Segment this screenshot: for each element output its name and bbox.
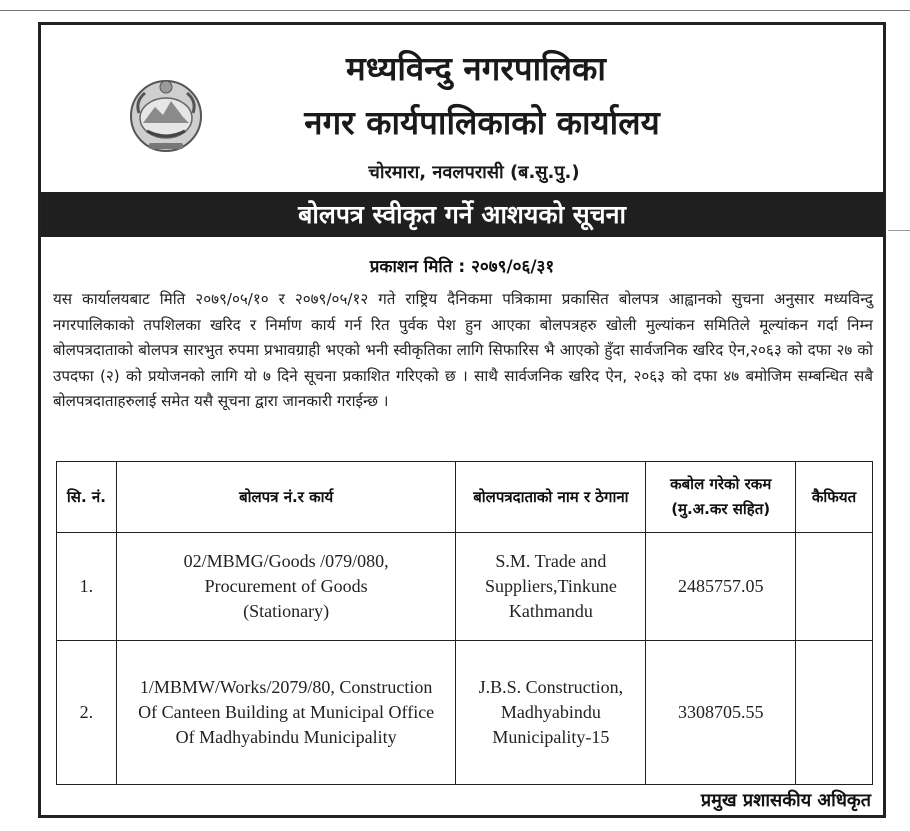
cell-remarks bbox=[796, 641, 873, 785]
cell-bidder: S.M. Trade and Suppliers,Tinkune Kathmandu bbox=[456, 533, 646, 641]
cell-bidder: J.B.S. Construction, Madhyabindu Municipality-15 bbox=[456, 641, 646, 785]
table-row bbox=[57, 533, 873, 641]
table-header-row bbox=[57, 462, 873, 533]
cell-amount: 3308705.55 bbox=[646, 641, 796, 785]
cell-work: 1/MBMW/Works/2079/80, Construction Of Canteen Building at Municipal Office Of Madhyabindu Municipality bbox=[116, 641, 456, 785]
signature-title: प्रमुख प्रशासकीय अधिकृत bbox=[700, 790, 871, 811]
col-header-sn: सि. नं. bbox=[57, 462, 117, 533]
side-rule bbox=[888, 230, 910, 231]
col-header-work: बोलपत्र नं.र कार्य bbox=[116, 462, 456, 533]
publication-date: प्रकाशन मिति : २०७९/०६/३१ bbox=[369, 257, 555, 277]
col-header-remarks: कैफियत bbox=[796, 462, 873, 533]
notice-frame bbox=[38, 22, 886, 818]
col-header-bidder: बोलपत्रदाताको नाम र ठेगाना bbox=[456, 462, 646, 533]
notice-body: यस कार्यालयबाट मिति २०७९/०५/१० र २०७९/०५/१२ गते राष्ट्रिय दैनिकमा पत्रिकामा प्रकासित बोलपत्र आह्वानको सुचना अनुसार मध्यविन्दु नगरपालिकाको तपशिलका खरिद र निर्माण कार्य गर्न रित पुर्वक पेश हुन आएका बोलपत्रहरु खोली मुल्यांकन समितिले मूल्यांकन गर्दा निम्न बोलपत्रदाताको बोलपत्र सारभुत रुपमा प्रभावग्राही भएको भनी स्वीकृतिका लागि सिफारिस भै आएको हुँदा सार्वजनिक खरिद ऐन,२०६३ को दफा २७ को उपदफा (२) को प्रयोजनको लागि यो ७ दिने सूचना प्रकाशित गरिएको छ । साथै सार्वजनिक खरिद ऐन, २०६३ को दफा ४७ बमोजिम सम्बन्धित सबै बोलपत्रदाताहरुलाई समेत यसै सूचना द्वारा जानकारी गराईन्छ । bbox=[53, 290, 873, 411]
cell-sn: 2. bbox=[57, 641, 117, 785]
office-address: चोरमारा, नवलपरासी (ब.सु.पु.) bbox=[368, 162, 580, 183]
office-name: नगर कार्यपालिकाको कार्यालय bbox=[304, 103, 660, 142]
cell-amount: 2485757.05 bbox=[646, 533, 796, 641]
cell-sn: 1. bbox=[57, 533, 117, 641]
table-row bbox=[57, 641, 873, 785]
cell-work: 02/MBMG/Goods /079/080, Procurement of Goods (Stationary) bbox=[116, 533, 456, 641]
top-rule bbox=[0, 10, 910, 11]
municipality-name: मध्यविन्दु नगरपालिका bbox=[346, 49, 606, 88]
notice-title: बोलपत्र स्वीकृत गर्ने आशयको सूचना bbox=[41, 192, 883, 237]
bid-table bbox=[56, 461, 873, 785]
col-header-amount: कबोल गरेको रकम (मु.अ.कर सहित) bbox=[646, 462, 796, 533]
cell-remarks bbox=[796, 533, 873, 641]
